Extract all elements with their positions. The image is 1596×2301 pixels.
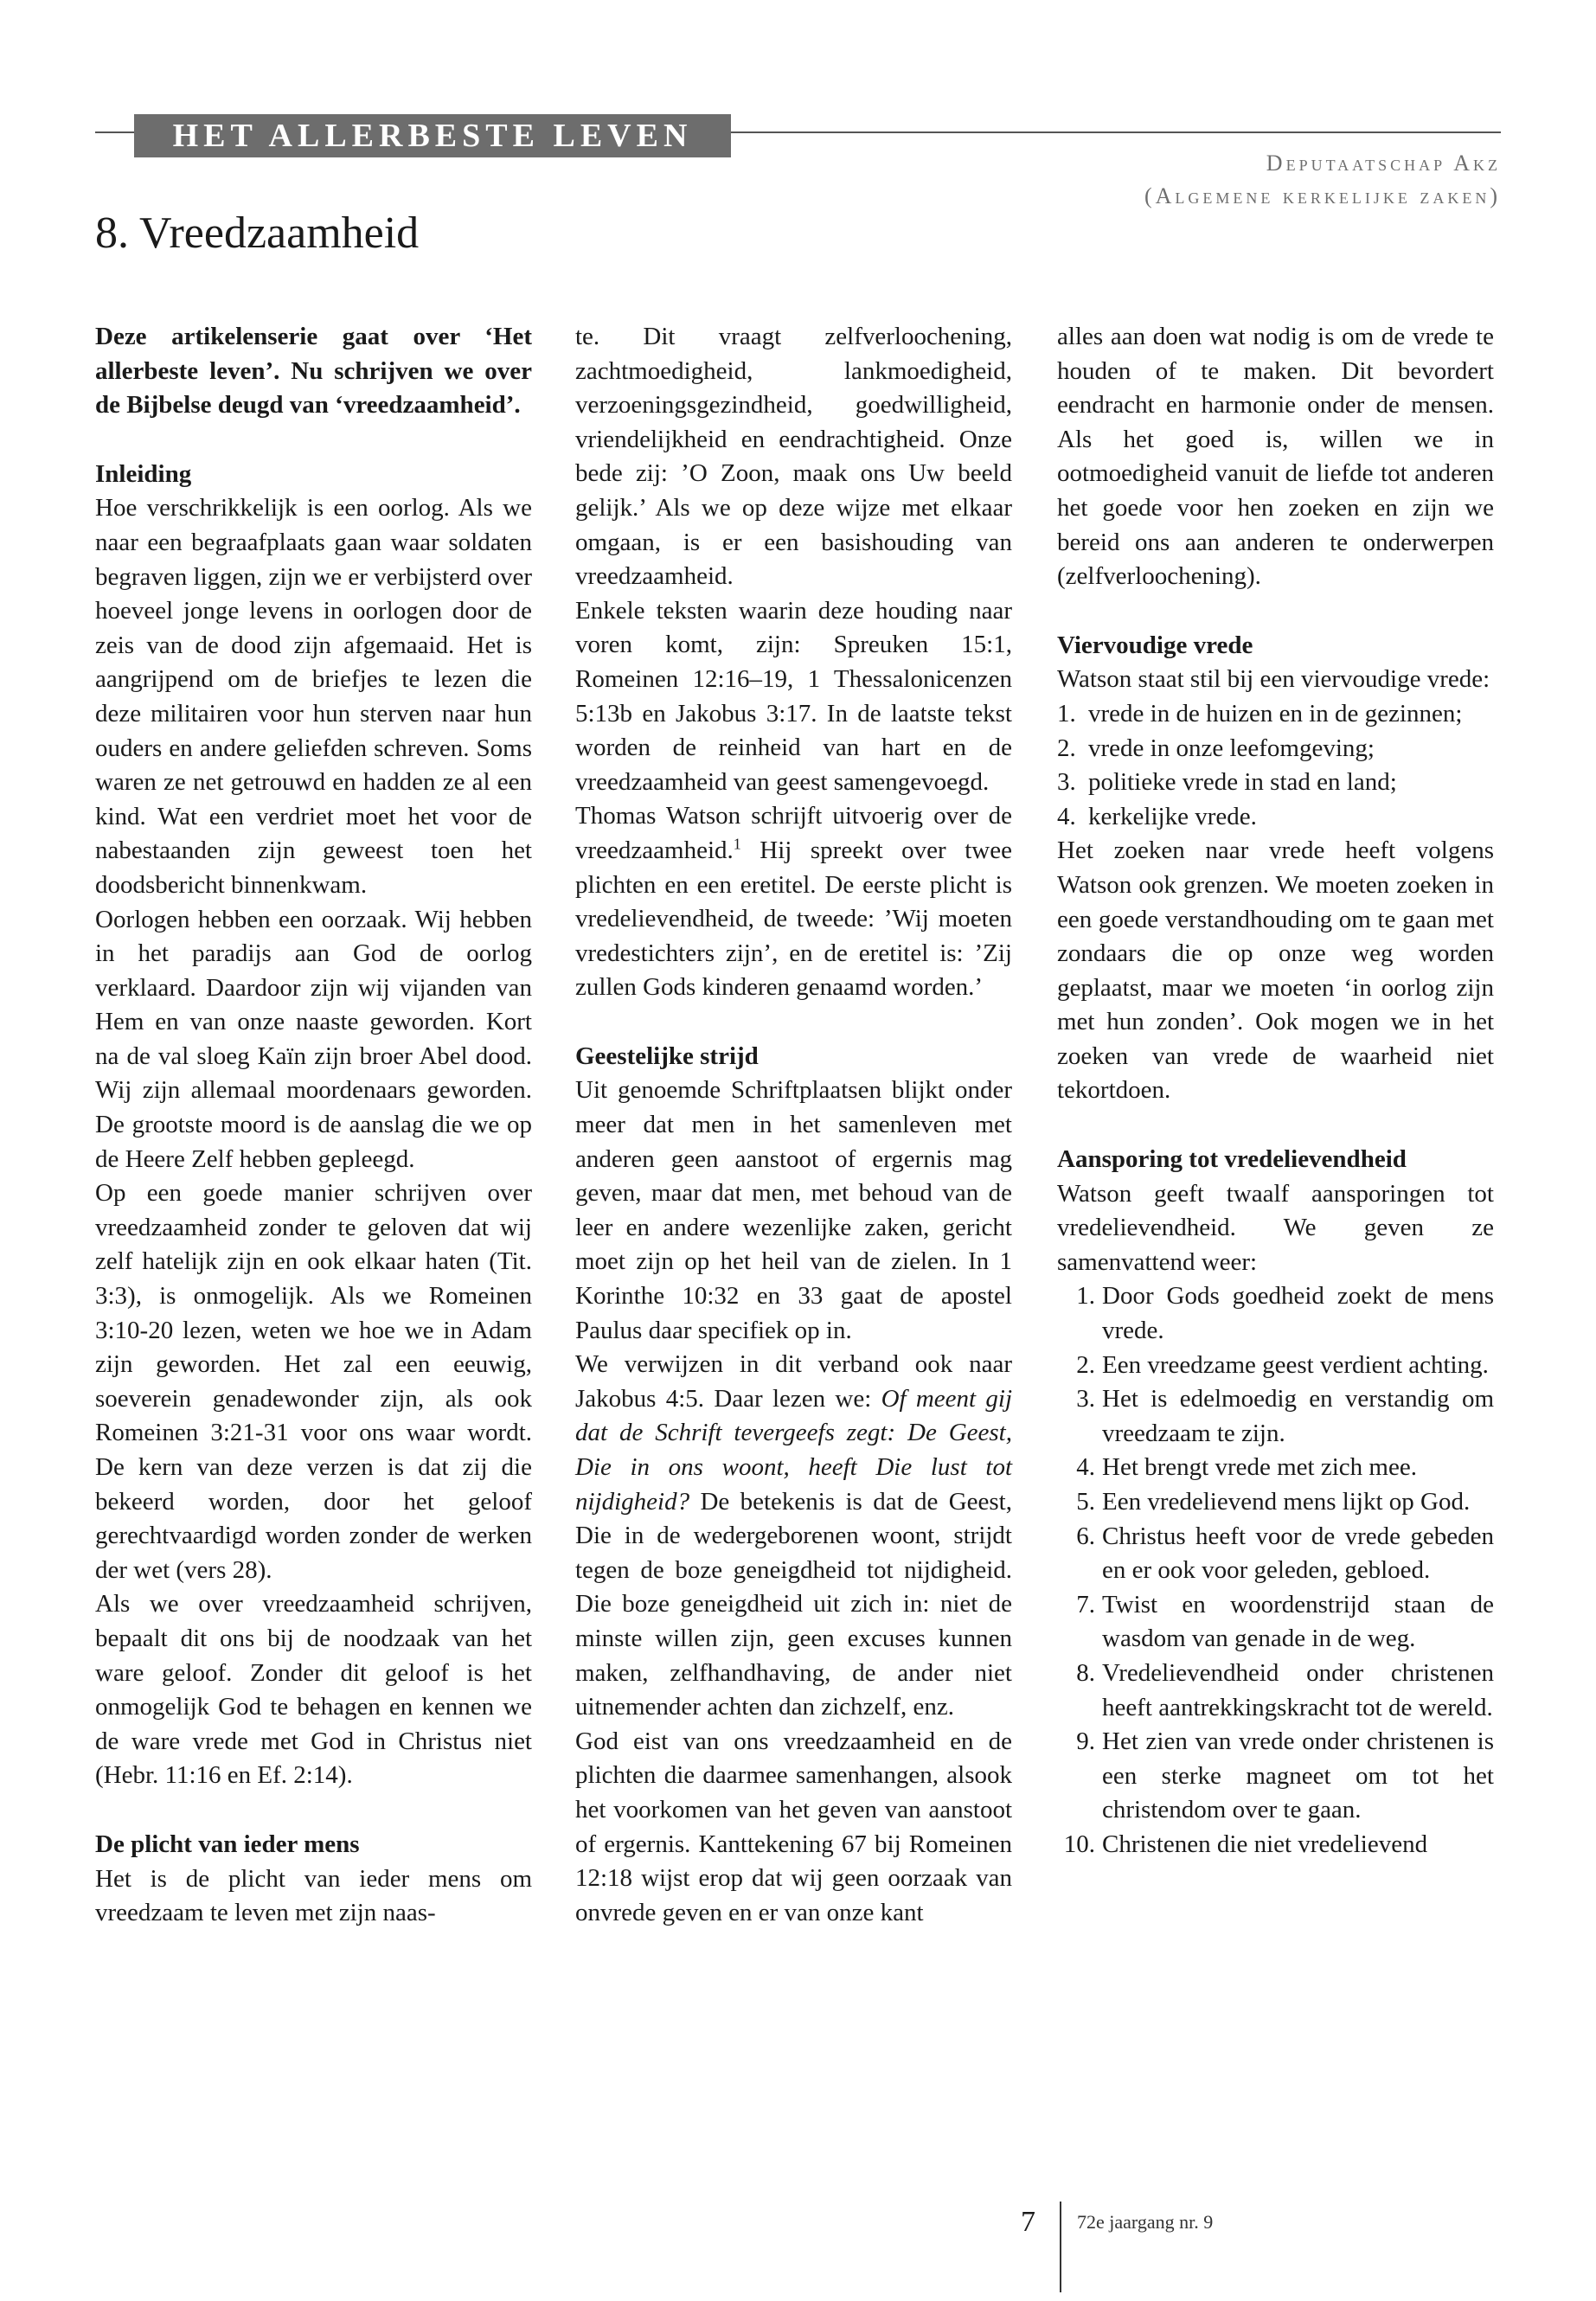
list-item: 9. Het zien van vrede onder christenen is een sterke magneet om tot het christendom over te gaan. xyxy=(1076,1727,1494,1824)
list-item: 3. Het is edelmoedig en verstandig om vreedzaam te zijn. xyxy=(1076,1385,1494,1447)
footnote-marker: 1 xyxy=(733,835,741,853)
list-item: 4. kerkelijke vrede. xyxy=(1057,802,1257,830)
department-line-1: Deputaatschap Akz xyxy=(1266,151,1501,176)
paragraph: Oorlogen hebben een oorzaak. Wij hebben in het paradijs aan God de oorlog verklaard. Daardoor zijn wij vijanden van Hem en van onze naaste geworden. Kort na de val sloeg Kaïn zijn broer Abel dood. Wij zijn allemaal moordenaars geworden. De grootste moord is de aanslag die we op de Heere Zelf hebben gepleegd. xyxy=(95,905,532,1173)
heading-plicht: De plicht van ieder mens xyxy=(95,1830,360,1858)
paragraph: Watson geeft twaalf aansporingen tot vredelievendheid. We geven ze samenvattend weer: xyxy=(1057,1179,1494,1276)
paragraph: Op een goede manier schrijven over vreedzaamheid zonder te geloven dat wij zelf hatelijk zijn en ook elkaar haten (Tit. 3:3), is onmogelijk. Als we Romeinen 3:10-20 lezen, weten we hoe we in Adam zijn geworden. Het zal een eeuwig, soeverein genadewonder zijn, als ook Romeinen 3:21-31 voor ons waar wordt. De kern van deze verzen is dat zij die bekeerd worden, door het geloof gerechtvaardigd worden zonder de werken der wet (vers 28). xyxy=(95,1179,532,1584)
list-item: 4. Het brengt vrede met zich mee. xyxy=(1076,1453,1417,1482)
heading-inleiding: Inleiding xyxy=(95,459,192,488)
list-item: 3. politieke vrede in stad en land; xyxy=(1057,768,1397,797)
paragraph: Enkele teksten waarin deze houding naar voren komt, zijn: Spreuken 15:1, Romeinen 12:16–19, 1 Thessalonicenzen 5:13b en Jakobus 3:17. In de laatste tekst worden de reinheid van hart en de vreedzaamheid van geest samengevoegd. xyxy=(575,596,1012,796)
list-item: 6. Christus heeft voor de vrede gebeden en er ook voor geleden, gebloed. xyxy=(1076,1522,1494,1585)
list-item: 5. Een vredelievend mens lijkt op God. xyxy=(1076,1488,1471,1516)
list-item: 1. vrede in de huizen en in de gezinnen; xyxy=(1057,699,1463,727)
heading-aansporing: Aansporing tot vredelievendheid xyxy=(1057,1145,1407,1174)
department xyxy=(1144,147,1501,213)
heading-geestelijke-strijd: Geestelijke strijd xyxy=(575,1042,759,1070)
paragraph: Uit genoemde Schriftplaatsen blijkt onder meer dat men in het samenleven met anderen geen aanstoot of ergernis mag geven, maar dat men, met behoud van de leer en andere wezenlijke zaken, gericht moet zijn op het heil van de zielen. In 1 Korinthe 10:32 en 33 gaat de apostel Paulus daar specifiek op in. xyxy=(575,1076,1012,1344)
list-item: 10. Christenen die niet vredelievend xyxy=(1063,1830,1428,1858)
list-item: 8. Vredelievendheid onder christenen heeft aantrekkingskracht tot de wereld. xyxy=(1076,1658,1494,1721)
paragraph: Thomas Watson schrijft uitvoerig over de vreedzaamheid.$^1$ Hij spreekt over twee plichten en een eretitel. De eerste plicht is vredelievendheid, de tweede: ’Wij moeten vredestichters zijn’, en de eretitel is: ’Zij zullen Gods kinderen genaamd worden.’ xyxy=(575,802,1012,1002)
paragraph: Als we over vreedzaamheid schrijven, bepaalt dit ons bij de noodzaak van het ware geloof. Zonder dit geloof is het onmogelijk God te behagen en kennen we de ware vrede met God in Christus niet (Hebr. 11:16 en Ef. 2:14). xyxy=(95,1590,532,1790)
intro-paragraph: Deze artikelenserie gaat over ‘Het allerbeste leven’. Nu schrijven we over de Bijbelse deugd van ‘vreedzaamheid’. xyxy=(95,323,532,420)
fourfold-peace-list xyxy=(1057,697,1494,834)
list-item: 1. Door Gods goedheid zoekt de mens vrede. xyxy=(1076,1282,1494,1345)
issue-label: 72e jaargang nr. 9 xyxy=(1077,2211,1214,2233)
series-title: HET ALLERBESTE LEVEN xyxy=(134,114,731,157)
scripture-quote: Of meent gij dat de Schrift tevergeefs zegt: De Geest, Die in ons woont, heeft Die lust tot nijdigheid? xyxy=(575,1384,1013,1516)
exhortation-list xyxy=(1057,1279,1494,1862)
list-item: 2. vrede in onze leefomgeving; xyxy=(1057,734,1375,762)
paragraph: Het zoeken naar vrede heeft volgens Watson ook grenzen. We moeten zoeken in een goede verstandhouding om te gaan met zondaars die op onze weg worden geplaatst, maar we moeten ‘in oorlog zijn met hun zonden’. Ook mogen we in het zoeken van vrede de waarheid niet tekortdoen. xyxy=(1057,836,1494,1105)
paragraph: God eist van ons vreedzaamheid en de plichten die daarmee samenhangen, alsook het voorkomen van het geven van aanstoot of ergernis. Kanttekening 67 bij Romeinen 12:18 wijst erop dat wij geen oorzaak van onvrede geven en er van onze kant xyxy=(575,1727,1012,1926)
department-line-2: (Algemene kerkelijke zaken) xyxy=(1144,183,1501,208)
paragraph: Hoe verschrikkelijk is een oorlog. Als we naar een begraafplaats gaan waar soldaten begraven liggen, zijn we er verbijsterd over hoeveel jonge levens in oorlogen door de zeis van de dood zijn afgemaaid. Het is aangrijpend om de briefjes te lezen die deze militairen voor hun sterven naar hun ouders en andere geliefden schreven. Soms waren ze net getrouwd en hadden ze al een kind. Wat een verdriet moet het voor de nabestaanden zijn geweest toen het doodsbericht binnenkwam. xyxy=(95,494,532,899)
footer-divider xyxy=(1060,2202,1061,2292)
paragraph: Het is de plicht van ieder mens om vreedzaam te leven met zijn naas- xyxy=(95,1864,532,1927)
column-3 xyxy=(1057,320,1494,1862)
column-2 xyxy=(575,320,1012,1930)
paragraph: Watson staat stil bij een viervoudige vrede: xyxy=(1057,665,1490,694)
list-item: 7. Twist en woordenstrijd staan de wasdom van genade in de weg. xyxy=(1076,1590,1494,1653)
paragraph: te. Dit vraagt zelfverloochening, zachtmoedigheid, lankmoedigheid, verzoeningsgezindheid, goedwilligheid, vriendelijkheid en eendrachtigheid. Onze bede zij: ’O Zoon, maak ons Uw beeld gelijk.’ Als we op deze wijze met elkaar omgaan, is er een basishouding van vreedzaamheid. xyxy=(575,323,1012,591)
list-item: 2. Een vreedzame geest verdient achting. xyxy=(1076,1350,1489,1379)
article-title: 8. Vreedzaamheid xyxy=(95,208,420,258)
page-number: 7 xyxy=(1021,2206,1035,2238)
column-1 xyxy=(95,320,532,1931)
heading-viervoudige-vrede: Viervoudige vrede xyxy=(1057,631,1253,659)
paragraph: We verwijzen in dit verband ook naar Jakobus 4:5. Daar lezen we: Of meent gij dat de Schrift tevergeefs zegt: De Geest, Die in ons woont, heeft Die lust tot nijdigheid? De betekenis is dat de Geest, Die in de wedergeborenen woont, strijdt tegen de boze geneigdheid tot nijdigheid. Die boze geneigdheid uit zich in: niet de minste willen zijn, geen excuses kunnen maken, zelfhandhaving, de ander niet uitnemender achten dan zichzelf, enz. xyxy=(575,1350,1013,1721)
paragraph: alles aan doen wat nodig is om de vrede te houden of te maken. Dit bevordert eendracht en harmonie onder de mensen. Als het goed is, willen we in ootmoedigheid vanuit de liefde tot anderen het goede voor hen zoeken en zijn we bereid ons aan anderen te onderwerpen (zelfverloochening). xyxy=(1057,323,1494,591)
